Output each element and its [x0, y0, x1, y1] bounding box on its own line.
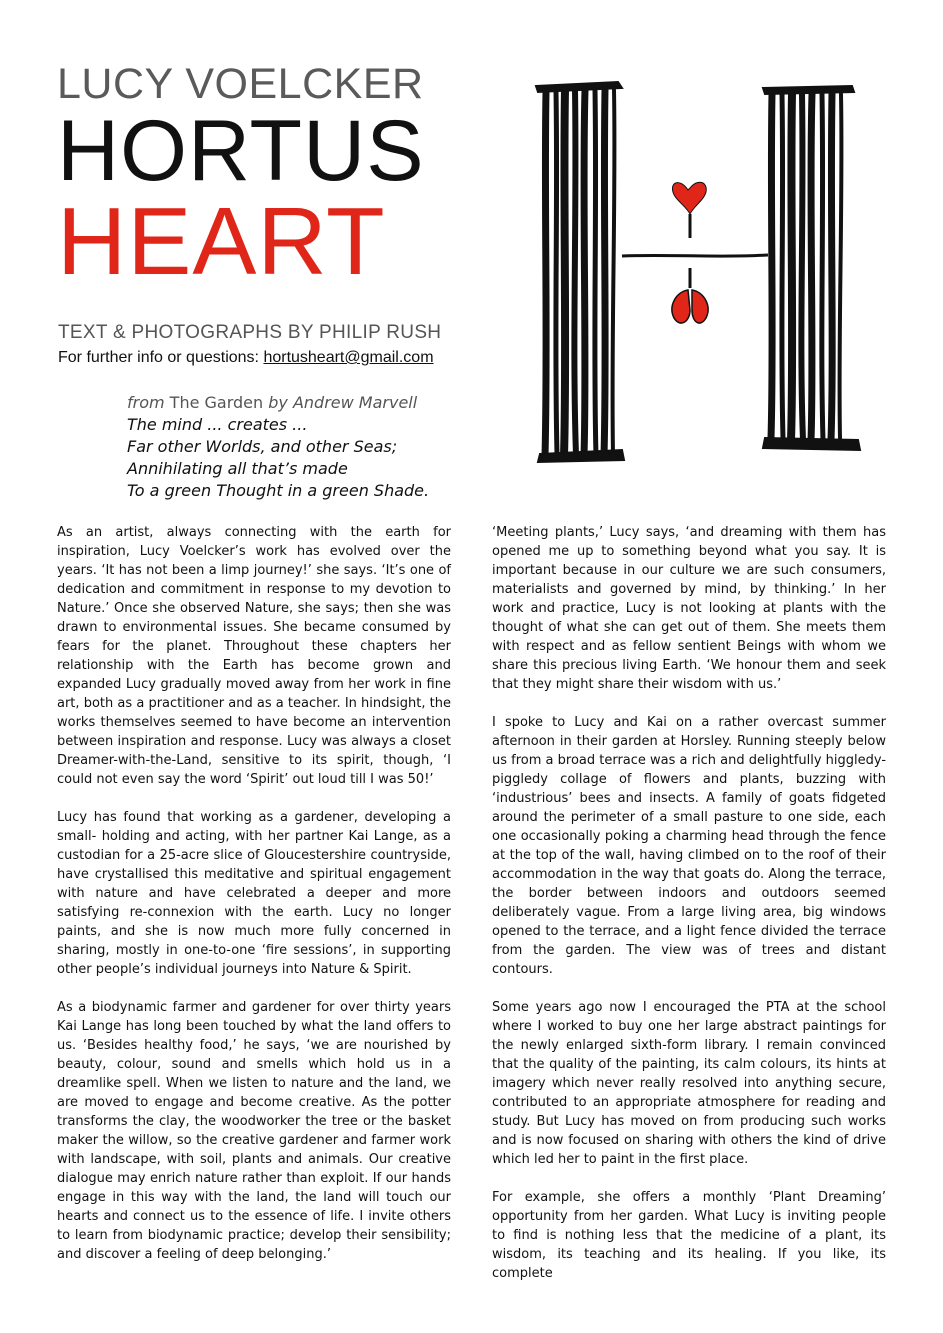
crossbar	[622, 255, 768, 256]
epigraph-author: by Andrew Marvell	[268, 393, 418, 412]
paragraph: Some years ago now I encouraged the PTA at the school where I worked to buy one her large abstract paintings for the newly enlarged sixth-form library. I remain convinced that the quality of the painting, its calm colours, its hints at imagery which never really resolved into anything secure, contributed to an appropriate atmosphere for reading and study. But Lucy has moved on from producing such works and is now focused on sharing with others the kind of drive which led her to paint in the first place.	[492, 1000, 886, 1167]
poem-line: The mind ... creates ...	[127, 415, 308, 434]
paragraph: As a biodynamic farmer and gardener for over thirty years Kai Lange has long been touched by what the land offers to us. ‘Besides healthy food,’ he says, ‘we are nourished by beauty, colour, sound and smells which hold us in a dreamlike spell. When we listen to nature and the land, we are moved to engage and become creative. As the potter transforms the clay, the woodworker the tree or the basket maker the willow, so the creative gardener and farmer work with landscape, with soil, plants and animals. Our creative dialogue may enrich nature rather than exploit. If our hands engage in this way with the land, the land will touch our hearts and connect us to the essence of life. I invite others to learn from biodynamic practice; develop their sensibility; and discover a feeling of deep belonging.’	[57, 1000, 451, 1262]
heart-icon	[672, 182, 706, 238]
article-column-right	[492, 523, 886, 1302]
author-name: LUCY VOELCKER	[57, 60, 424, 108]
email-link[interactable]: hortusheart@gmail.com	[263, 349, 434, 366]
epigraph-from: from	[127, 393, 165, 412]
left-pillar	[536, 82, 624, 462]
epigraph-work: The Garden	[164, 393, 269, 412]
byline: TEXT & PHOTOGRAPHS BY PHILIP RUSH	[58, 322, 442, 343]
paragraph: For example, she offers a monthly ‘Plant Dreaming’ opportunity from her garden. What Lucy is inviting people to find is nothing less that the medicine of a plant, its wisdom, its teaching and its healing. If you like, its complete	[492, 1190, 886, 1281]
title-hortus: HORTUS	[57, 103, 425, 199]
article-column-left	[57, 523, 451, 1283]
poem-line: Annihilating all that’s made	[127, 459, 348, 478]
poem-line: Far other Worlds, and other Seas;	[127, 437, 398, 456]
title-heart: HEART	[57, 188, 386, 295]
epigraph	[127, 392, 457, 502]
split-heart-icon	[672, 268, 708, 323]
contact-prefix: For further info or questions:	[58, 349, 264, 366]
poem-line: To a green Thought in a green Shade.	[127, 481, 430, 500]
epigraph-source	[127, 392, 457, 414]
paragraph: As an artist, always connecting with the earth for inspiration, Lucy Voelcker’s work has evolved over the years. ‘It has not been a limp journey!’ she says. ‘It’s one of dedication and commitment in response to my devotion to Nature.’ Once she observed Nature, she says; then she was drawn to environmental issues. She became consumed by fears for the planet. Throughout these chapters her relationship with the Earth has become grown and expanded Lucy gradually moved away from her work in fine art, both as a practitioner and as a teacher. In hindsight, the works themselves seemed to have become an intervention between inspiration and response. Lucy was always a closet Dreamer-with-the-Land, sensitive to its spirit, though, ‘I could not even say the word ‘Spirit’ out loud till I was 50!’	[57, 525, 451, 787]
paragraph: I spoke to Lucy and Kai on a rather overcast summer afternoon in their garden at Horsley. Running steeply below us from a broad terrace was a rich and delightfully higgledy-piggledy collage of flowers and plants, buzzing with ‘industrious’ bees and insects. A family of goats fidgeted around the perimeter of a small pasture to one side, each one occasionally poking a charming head through the fence at the top of the wall, having climbed on to the roof of their accommodation in the way that goats do. Along the terrace, the border between indoors and outdoors seemed deliberately vague. From a large living area, big windows opened to the terrace, and a light fence divided the terrace from the garden. The view was of trees and distant contours.	[492, 715, 887, 977]
hortus-heart-h-logo-icon	[510, 78, 875, 466]
right-pillar	[763, 86, 860, 450]
contact-line	[58, 349, 458, 367]
title-block	[57, 60, 457, 295]
paragraph: Lucy has found that working as a gardener, developing a small- holding and acting, with her partner Kai Lange, as a custodian for a 25-acre slice of Gloucestershire countryside, have crystallised this meditative and spiritual engagement with nature and have celebrated a deeper and more satisfying re-connexion with the earth. Lucy no longer paints, and she is now much more fully concerned in sharing, mostly in one-to-one ‘fire sessions’, in supporting other people’s individual journeys into Nature & Spirit.	[57, 810, 451, 977]
credits	[58, 322, 458, 367]
paragraph: ‘Meeting plants,’ Lucy says, ‘and dreaming with them has opened me up to something beyond what you say. It is important because in our culture we are such consumers, materialists and governed by mind, by thinking.’ In her work and practice, Lucy is not looking at plants with the thought of what she can get out of them. She meets them with respect and as fellow sentient Beings with whom we share this precious living Earth. ‘We honour them and seek that they might share their wisdom with us.’	[492, 525, 886, 692]
